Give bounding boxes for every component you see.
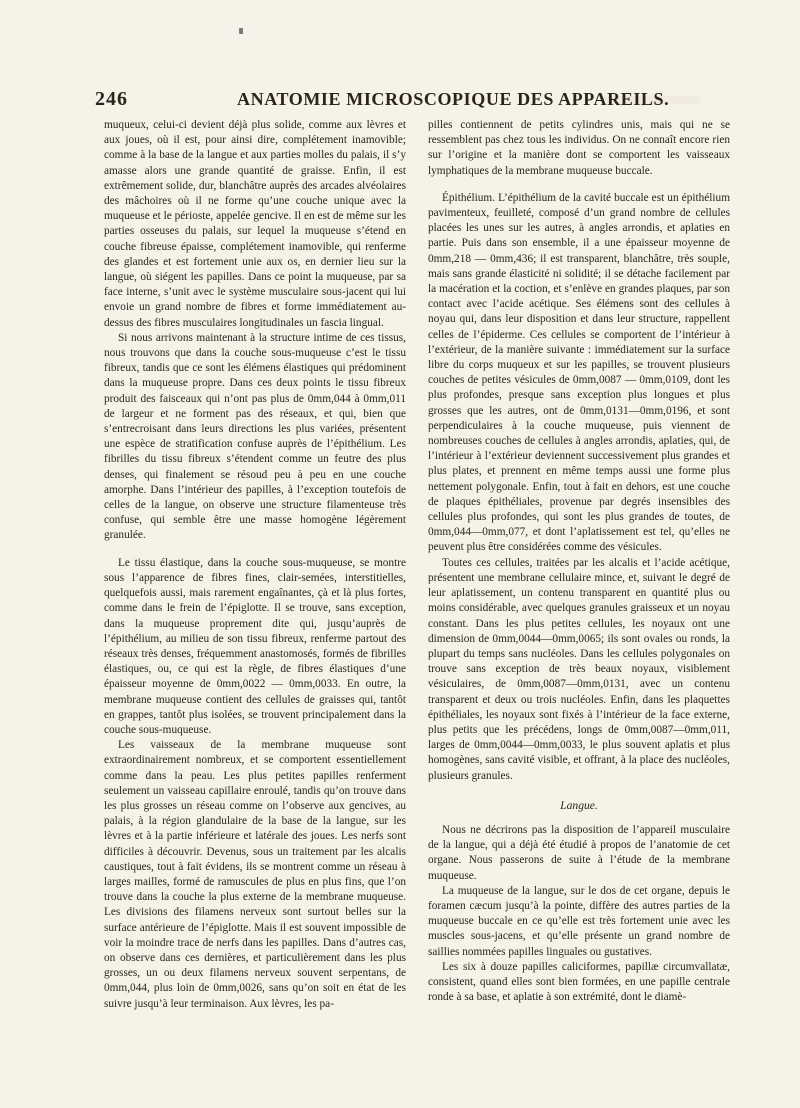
paragraph: Épithélium. L’épithélium de la cavité buccale est un épithélium pavimenteux, feuilleté, composé d’un grand nombre de cellules placées les unes sur les autres, à angles arrondis, et aplaties en partie. Puis dans son ensemble, il a une épaisseur moyenne de 0mm,218 — 0mm,436; il est transparent, blanchâtre, très souple, mais sans grande élasticité ni solidité; il se détache facilement par la macération et la coction, et s’enlève en grandes plaques, par son contact avec l’acide acétique. Ses élémens sont des cellules à noyau qui, dans leur disposition et dans leur structure, rappellent celles de l’épiderme. Ces cellules se comportent de l’intérieur à l’extérieur, de la manière suivante : immédiatement sur la surface libre du corps muqueux et sur les papilles, se trouvent plusieurs couches de petites vésicules de 0mm,0087 — 0mm,0109, dont les plus profondes, presque sans exception plus longues et plus grosses que les autres, ont de 0mm,0131—0mm,0196, et sont perpendiculaires à la couche muqueuse, puis viennent de nombreuses couches de cellules à angles arrondis, aplaties, qui, de l’intérieur à l’extérieur deviennent successivement plus grandes et plus plates, et prennent en même temps aussi une forme plus nettement polygonale. Enfin, tout à fait en dehors, est une couche de plaques épithéliales, provenue par degrés insensibles des cellules plus profondes, qui sont les plus grandes de toutes, de 0mm,044—0mm,077, et dont l’aplatissement est tel, qu’elles ne peuvent plus être considérées comme des vésicules. [428,191,730,554]
paragraph: Les vaisseaux de la membrane muqueuse sont extraordinairement nombreux, et se comportent essentiellement comme dans la peau. Les plus petites papilles renferment seulement un vaisseau capillaire enroulé, tandis qu’on trouve dans les plus grosses un réseau comme on l’observe aux gencives, au palais, à la région glandulaire de la base de la langue, sur les lèvres et à la partie inférieure et latérale des joues. Les nerfs sont difficiles à découvrir. Devenus, sous un traitement par les alcalis caustiques, tout à fait évidens, ils se montrent comme un réseau à larges mailles, formé de ramuscules de plus en plus fins, que l’on trouve dans la couche la plus externe de la membrane muqueuse. Les divisions des filamens nerveux sont surtout belles sur la surface antérieure de l’épiglotte. Mais il est souvent impossible de voir la moindre trace de nerfs dans les papilles. Dans d’autres cas, on observe dans ces dernières, et particulièrement dans les plus grosses, un ou deux filamens nerveux souvent serpentans, de 0mm,044, plus loin de 0mm,0026, sans qu’on soit en état de les suivre jusqu’à leur terminaison. Aux lèvres, les pa- [104,739,406,1010]
paragraph: La muqueuse de la langue, sur le dos de cet organe, depuis le foramen cæcum jusqu’à la pointe, diffère des autres parties de la muqueuse buccale en ce qu’elle est très fortement unie avec les muscles sous-jacens, et qu’elle présente un grand nombre de saillies nommées papilles linguales ou gustatives. [428,884,730,958]
paragraph: muqueux, celui-ci devient déjà plus solide, comme aux lèvres et aux joues, où il est, pour ainsi dire, complétement inamovible; comme à la base de la langue et aux parties molles du palais, il s’y amasse alors une grande quantité de graisse. Enfin, il est extrêmement solide, dur, blanchâtre auprès des arcades alvéolaires des mâchoires où il ne forme qu’une couche unique avec la muqueuse et le périoste, appelée gencive. Il en est de même sur les parties osseuses du palais, sur lequel la muqueuse s’étend en couche fibreuse épaisse, complétement inamovible, qui renferme des glandes et est fortement unie aux os, en dernier lieu sur la langue, où siégent les papilles. Dans ce point la muqueuse, par sa face interne, s’unit avec le système musculaire sous-jacent qui lui envoie un grand nombre de fibres et forme immédiatement au-dessus des fibres musculaires longitudinales un fascia lingual. [104,119,406,329]
section-title: Langue. [560,798,598,812]
left-column [104,118,406,1012]
print-mark [239,28,243,34]
paragraph: pilles contiennent de petits cylindres unis, mais qui ne se ressemblent pas chez tous les individus. On ne connaît encore rien sur l’origine et la manière dont se comportent les vaisseaux lymphatiques de la membrane muqueuse buccale. [428,119,730,177]
page-header [95,88,695,112]
paragraph: Les six à douze papilles caliciformes, papillæ circumvallatæ, consistent, quand elles sont bien formées, en une papille centrale ronde à sa base, et aplatie à son extrémité, dont le diamè- [428,960,730,1004]
paragraph: Nous ne décrirons pas la disposition de l’appareil musculaire de la langue, qui a déjà été étudié à propos de l’anatomie de cet organe. Nous passerons de suite à l’étude de la membrane muqueuse. [428,823,730,882]
paragraph: Le tissu élastique, dans la couche sous-muqueuse, se montre sous l’apparence de fibres fines, clair-semées, interstitielles, quelquefois aussi, mais rarement engaînantes, çà et là plus fortes, comme dans le frein de l’épiglotte. Il se trouve, sans exception, dans la muqueuse proprement dite qui, jusqu’auprès de l’épithélium, au milieu de son tissu fibreux, renferme partout des réseaux très denses, fréquemment anastomosés, formés de fibrilles élastiques, ou, ce qui est la règle, de fibres élastiques d’une épaisseur moyenne de 0mm,0022 — 0mm,0033. En outre, la membrane muqueuse contient des cellules de graisses qui, tantôt en grappes, tantôt plus isolées, se trouvent principalement dans la couche sous-muqueuse. [104,556,406,736]
paragraph: Toutes ces cellules, traitées par les alcalis et l’acide acétique, présentent une membrane cellulaire mince, et, suivant le degré de leur aplatissement, un contenu transparent en quantité plus ou moins considérable, avec quelques granules graisseux et un noyau constant. Dans les plus petites cellules, les noyaux ont une dimension de 0mm,0044—0mm,0065; ils sont ovales ou ronds, la plupart du temps sans nucléoles. Dans les cellules polygonales on trouve sans exception de très beaux noyaux, visiblement vésiculaires, de 0mm,0087—0mm,0131, avec un contenu transparent et deux ou trois nucléoles. Enfin, dans les plaquettes épithéliales, les noyaux sont fixés à l’intérieur de la face externe, plus petits que les précédens, longs de 0mm,0087—0mm,011, larges de 0mm,0044—0mm,0033, le plus souvent aplatis et plus homogènes, sans cavité visible, et offrant, à la place des nucléoles, plusieurs granules. [428,556,730,782]
page-number: 246 [95,88,128,110]
right-column [428,118,730,1005]
running-title: ANATOMIE MICROSCOPIQUE DES APPAREILS. [237,89,670,109]
paragraph: Si nous arrivons maintenant à la structure intime de ces tissus, nous trouvons que dans la couche sous-muqueuse c’est le tissu fibreux, tandis que ce sont les élémens élastiques qui prédominent dans la muqueuse propre. Dans ces deux points le tissu fibreux produit des faisceaux qui n’ont pas plus de 0mm,044 à 0mm,011 de largeur et ne forment pas des réseaux, et qui, bien que s’entrecroisant dans leurs directions les plus variées, présentent une espèce de stratification confuse auprès de l’épithélium. Les fibrilles du tissu fibreux s’étendent comme un feutre des plus denses, qui finalement se résoud peu à peu en une couche amorphe. Dans l’intérieur des papilles, à l’exception toutefois de celles de la langue, on observe une structure filamenteuse très confuse, qui semble être une masse homogène légèrement granulée. [104,331,406,542]
